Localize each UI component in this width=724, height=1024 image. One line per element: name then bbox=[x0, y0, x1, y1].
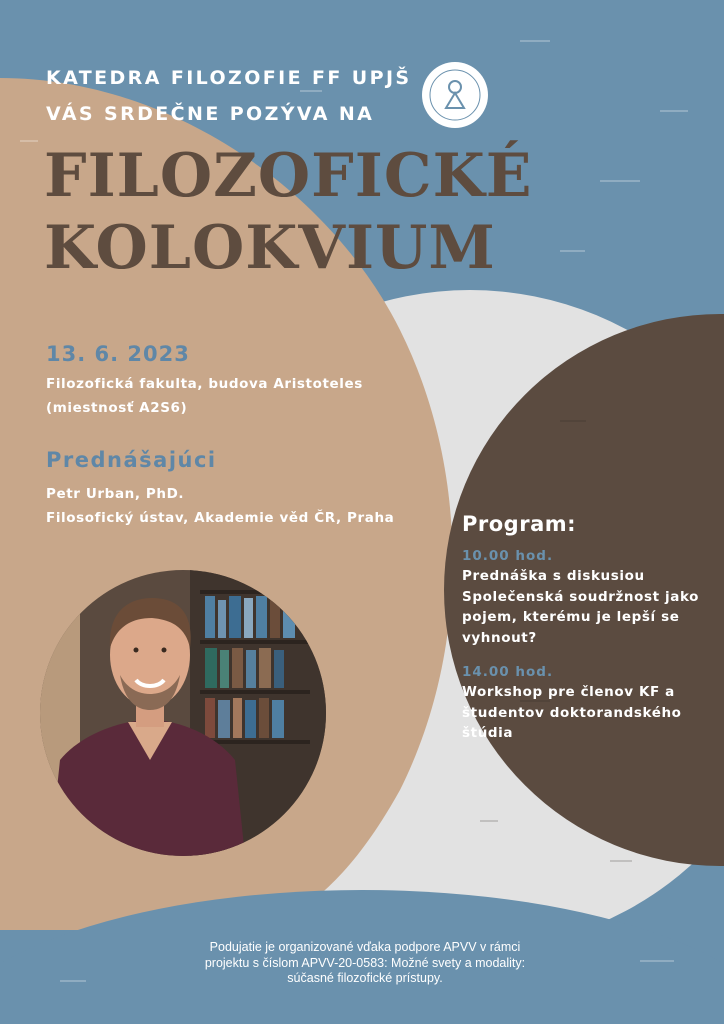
department-seal-icon bbox=[420, 60, 490, 130]
event-venue bbox=[46, 372, 363, 420]
program-item-line: Prednáška s diskusiou bbox=[462, 568, 645, 584]
program-item bbox=[462, 662, 712, 744]
program-item-line: študentov doktorandského bbox=[462, 704, 682, 721]
program-item-time: 10.00 hod. bbox=[462, 548, 554, 564]
footer-line-1: Podujatie je organizované vďaka podpore APVV v rámci bbox=[209, 940, 521, 954]
program-item-line: Společenská soudržnost jako bbox=[462, 588, 700, 605]
program-item-line: pojem, kterému je lepší se bbox=[462, 609, 680, 625]
header-line-2: VÁS SRDEČNE POZÝVA NA bbox=[46, 103, 375, 125]
footer-note bbox=[150, 940, 580, 987]
venue-line-1: Filozofická fakulta, budova Aristoteles bbox=[46, 376, 363, 392]
speaker-photo bbox=[40, 570, 326, 856]
program-item bbox=[462, 546, 712, 648]
program-item-time: 14.00 hod. bbox=[462, 664, 554, 680]
program-item-line: vyhnout? bbox=[462, 629, 537, 646]
speaker-name: Petr Urban, PhD. bbox=[46, 486, 185, 502]
program-section bbox=[462, 512, 712, 758]
footer-line-3: súčasné filozofické prístupy. bbox=[287, 971, 443, 985]
speaker-info bbox=[46, 482, 394, 530]
program-item-line: Workshop pre členov KF a bbox=[462, 684, 675, 700]
program-title: Program: bbox=[462, 512, 577, 536]
header-line-1: KATEDRA FILOZOFIE FF UPJŠ bbox=[46, 67, 412, 89]
speaker-affiliation: Filosofický ústav, Akademie věd ČR, Praha bbox=[46, 510, 395, 526]
footer-line-2: projektu s číslom APVV-20-0583: Možné svety a modality: bbox=[204, 955, 526, 970]
page-title bbox=[44, 140, 532, 284]
event-date: 13. 6. 2023 bbox=[46, 342, 190, 366]
title-line-1: FILOZOFICKÉ bbox=[44, 141, 533, 211]
title-line-2: KOLOKVIUM bbox=[44, 213, 496, 283]
header bbox=[46, 60, 412, 132]
program-item-line: štúdia bbox=[462, 725, 514, 741]
speaker-heading: Prednášajúci bbox=[46, 448, 217, 472]
venue-line-2: (miestnosť A2S6) bbox=[46, 400, 188, 416]
